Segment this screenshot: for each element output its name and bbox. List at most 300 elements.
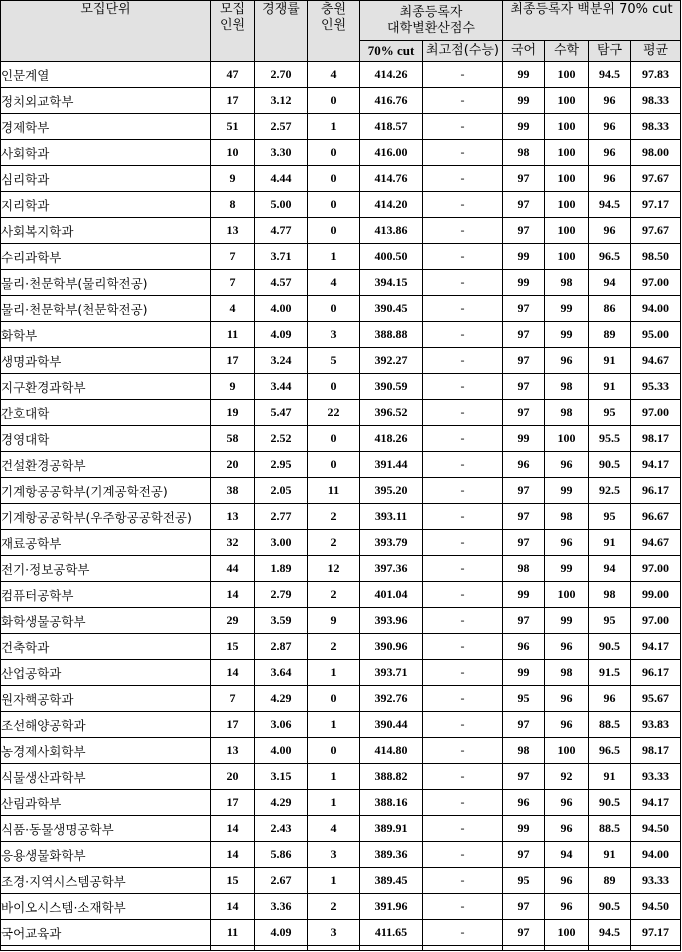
top-score-cell: -: [423, 712, 503, 738]
cut70-cell: 390.59: [360, 374, 423, 400]
average-cell: 94.50: [631, 816, 681, 842]
average-cell: 94.17: [631, 790, 681, 816]
inquiry-cell: 92.5: [589, 478, 631, 504]
cut70-cell: 418.26: [360, 426, 423, 452]
quota-cell: 17: [211, 712, 255, 738]
table-row: [1, 504, 681, 530]
competition-cell: 3.36: [255, 894, 308, 920]
unit-cell: 조경·지역시스템공학부: [1, 868, 211, 894]
competition-cell: 3.24: [255, 348, 308, 374]
top-score-cell: -: [423, 764, 503, 790]
extra-cell: 22: [308, 400, 360, 426]
top-score-cell: -: [423, 192, 503, 218]
korean-cell: 97: [503, 166, 545, 192]
top-score-cell: -: [423, 738, 503, 764]
quota-cell: 17: [211, 88, 255, 114]
unit-cell: 기계항공공학부(기계공학전공): [1, 478, 211, 504]
quota-cell: 14: [211, 894, 255, 920]
unit-cell: 조선해양공학과: [1, 712, 211, 738]
competition-cell: 3.64: [255, 660, 308, 686]
unit-cell: 응용생물화학부: [1, 842, 211, 868]
inquiry-cell: 89: [589, 322, 631, 348]
competition-cell: 3.00: [255, 530, 308, 556]
unit-cell: 농경제사회학부: [1, 738, 211, 764]
unit-cell: 건설환경공학부: [1, 452, 211, 478]
average-cell: 93.33: [631, 868, 681, 894]
math-cell: 100: [545, 192, 589, 218]
korean-cell: 97: [503, 920, 545, 946]
inquiry-cell: 90.5: [589, 790, 631, 816]
average-cell: 97.00: [631, 400, 681, 426]
extra-cell: 2: [308, 582, 360, 608]
competition-cell: 2.77: [255, 504, 308, 530]
quota-cell: 8: [211, 192, 255, 218]
math-cell: 99: [545, 296, 589, 322]
korean-cell: 99: [503, 244, 545, 270]
top-score-cell: -: [423, 868, 503, 894]
cut70-cell: 391.96: [360, 894, 423, 920]
top-score-cell: -: [423, 920, 503, 946]
inquiry-cell: 86: [589, 296, 631, 322]
math-cell: 98: [545, 270, 589, 296]
inquiry-cell: 94.5: [589, 920, 631, 946]
average-cell: 97.17: [631, 920, 681, 946]
top-score-cell: -: [423, 218, 503, 244]
average-cell: 97.83: [631, 62, 681, 88]
quota-cell: 19: [211, 400, 255, 426]
header-extra: 충원 인원: [308, 1, 360, 62]
math-cell: 96: [545, 348, 589, 374]
average-cell: 95.33: [631, 374, 681, 400]
header-top-score: 최고점(수능): [423, 41, 503, 62]
quota-cell: 44: [211, 556, 255, 582]
average-cell: 98.00: [631, 140, 681, 166]
table-row: [1, 114, 681, 140]
table-row: [1, 296, 681, 322]
competition-cell: 4.44: [255, 166, 308, 192]
korean-cell: 97: [503, 530, 545, 556]
extra-cell: 0: [308, 452, 360, 478]
header-final-score-group: 최종등록자 대학별환산점수: [360, 1, 503, 41]
table-row: [1, 348, 681, 374]
table-row: [1, 452, 681, 478]
top-score-cell: -: [423, 608, 503, 634]
inquiry-cell: 95.5: [589, 426, 631, 452]
korean-cell: 99: [503, 88, 545, 114]
top-score-cell: -: [423, 634, 503, 660]
header-competition: 경쟁률: [255, 1, 308, 62]
korean-cell: 97: [503, 894, 545, 920]
empty-cell: [631, 946, 681, 951]
korean-cell: 97: [503, 296, 545, 322]
inquiry-cell: 90.5: [589, 894, 631, 920]
math-cell: 96: [545, 790, 589, 816]
top-score-cell: -: [423, 842, 503, 868]
math-cell: 96: [545, 816, 589, 842]
math-cell: 96: [545, 686, 589, 712]
cut70-cell: 418.57: [360, 114, 423, 140]
korean-cell: 99: [503, 816, 545, 842]
empty-cell: [589, 946, 631, 951]
cut70-cell: 389.91: [360, 816, 423, 842]
average-cell: 97.17: [631, 192, 681, 218]
cut70-cell: 416.76: [360, 88, 423, 114]
unit-cell: 산업공학과: [1, 660, 211, 686]
empty-cell: [360, 946, 423, 951]
top-score-cell: -: [423, 244, 503, 270]
table-row: [1, 634, 681, 660]
average-cell: 95.67: [631, 686, 681, 712]
top-score-cell: -: [423, 530, 503, 556]
quota-cell: 14: [211, 842, 255, 868]
math-cell: 99: [545, 478, 589, 504]
math-cell: 96: [545, 634, 589, 660]
extra-cell: 0: [308, 426, 360, 452]
table-row: [1, 88, 681, 114]
korean-cell: 97: [503, 348, 545, 374]
table-row: [1, 62, 681, 88]
top-score-cell: -: [423, 660, 503, 686]
competition-cell: 4.09: [255, 322, 308, 348]
quota-cell: 7: [211, 686, 255, 712]
header-korean: 국어: [503, 41, 545, 62]
korean-cell: 99: [503, 582, 545, 608]
top-score-cell: -: [423, 88, 503, 114]
average-cell: 97.00: [631, 556, 681, 582]
korean-cell: 95: [503, 686, 545, 712]
extra-cell: 2: [308, 504, 360, 530]
extra-cell: 2: [308, 530, 360, 556]
competition-cell: 2.43: [255, 816, 308, 842]
header-final-percentile-group: 최종등록자 백분위 70% cut: [503, 1, 681, 41]
quota-cell: 15: [211, 634, 255, 660]
korean-cell: 98: [503, 140, 545, 166]
unit-cell: 지리학과: [1, 192, 211, 218]
competition-cell: 1.89: [255, 556, 308, 582]
competition-cell: 4.29: [255, 790, 308, 816]
competition-cell: 5.47: [255, 400, 308, 426]
inquiry-cell: 96.5: [589, 738, 631, 764]
unit-cell: 물리·천문학부(물리학전공): [1, 270, 211, 296]
math-cell: 98: [545, 660, 589, 686]
top-score-cell: -: [423, 166, 503, 192]
math-cell: 100: [545, 738, 589, 764]
top-score-cell: -: [423, 582, 503, 608]
top-score-cell: -: [423, 556, 503, 582]
extra-cell: 5: [308, 348, 360, 374]
table-row: [1, 244, 681, 270]
cut70-cell: 414.20: [360, 192, 423, 218]
cut70-cell: 393.96: [360, 608, 423, 634]
extra-cell: 0: [308, 166, 360, 192]
top-score-cell: -: [423, 114, 503, 140]
average-cell: 94.17: [631, 634, 681, 660]
competition-cell: 4.00: [255, 296, 308, 322]
math-cell: 100: [545, 426, 589, 452]
empty-cell: [1, 946, 211, 951]
top-score-cell: -: [423, 62, 503, 88]
table-row: [1, 816, 681, 842]
cut70-cell: 396.52: [360, 400, 423, 426]
cut70-cell: 392.76: [360, 686, 423, 712]
inquiry-cell: 91: [589, 530, 631, 556]
math-cell: 96: [545, 452, 589, 478]
extra-cell: 0: [308, 296, 360, 322]
unit-cell: 지구환경과학부: [1, 374, 211, 400]
competition-cell: 5.00: [255, 192, 308, 218]
math-cell: 100: [545, 88, 589, 114]
top-score-cell: -: [423, 894, 503, 920]
math-cell: 96: [545, 712, 589, 738]
table-row: [1, 686, 681, 712]
korean-cell: 96: [503, 452, 545, 478]
unit-cell: 컴퓨터공학부: [1, 582, 211, 608]
extra-cell: 0: [308, 88, 360, 114]
competition-cell: 3.30: [255, 140, 308, 166]
extra-cell: 12: [308, 556, 360, 582]
inquiry-cell: 94.5: [589, 192, 631, 218]
unit-cell: 물리·천문학부(천문학전공): [1, 296, 211, 322]
math-cell: 100: [545, 582, 589, 608]
unit-cell: 국어교육과: [1, 920, 211, 946]
unit-cell: 식품·동물생명공학부: [1, 816, 211, 842]
extra-cell: 2: [308, 634, 360, 660]
extra-cell: 0: [308, 218, 360, 244]
quota-cell: 9: [211, 166, 255, 192]
inquiry-cell: 94: [589, 270, 631, 296]
unit-cell: 간호대학: [1, 400, 211, 426]
korean-cell: 97: [503, 608, 545, 634]
math-cell: 92: [545, 764, 589, 790]
unit-cell: 수리과학부: [1, 244, 211, 270]
competition-cell: 3.12: [255, 88, 308, 114]
average-cell: 95.00: [631, 322, 681, 348]
table-row: [1, 166, 681, 192]
math-cell: 98: [545, 400, 589, 426]
korean-cell: 97: [503, 218, 545, 244]
top-score-cell: -: [423, 140, 503, 166]
top-score-cell: -: [423, 322, 503, 348]
quota-cell: 32: [211, 530, 255, 556]
extra-cell: 0: [308, 686, 360, 712]
cut70-cell: 393.11: [360, 504, 423, 530]
competition-cell: 4.29: [255, 686, 308, 712]
extra-cell: 0: [308, 738, 360, 764]
inquiry-cell: 89: [589, 868, 631, 894]
competition-cell: 4.77: [255, 218, 308, 244]
cut70-cell: 388.88: [360, 322, 423, 348]
quota-cell: 13: [211, 218, 255, 244]
header-quota: 모집 인원: [211, 1, 255, 62]
korean-cell: 97: [503, 374, 545, 400]
unit-cell: 정치외교학부: [1, 88, 211, 114]
table-row: [1, 322, 681, 348]
top-score-cell: -: [423, 686, 503, 712]
math-cell: 100: [545, 62, 589, 88]
table-row: [1, 790, 681, 816]
quota-cell: 58: [211, 426, 255, 452]
quota-cell: 11: [211, 322, 255, 348]
extra-cell: 4: [308, 270, 360, 296]
quota-cell: 13: [211, 738, 255, 764]
extra-cell: 11: [308, 478, 360, 504]
korean-cell: 99: [503, 114, 545, 140]
average-cell: 94.00: [631, 842, 681, 868]
table-row: [1, 530, 681, 556]
cut70-cell: 393.79: [360, 530, 423, 556]
inquiry-cell: 91: [589, 842, 631, 868]
math-cell: 100: [545, 114, 589, 140]
korean-cell: 98: [503, 556, 545, 582]
cut70-cell: 395.20: [360, 478, 423, 504]
inquiry-cell: 96: [589, 88, 631, 114]
header-cut70: 70% cut: [360, 41, 423, 62]
inquiry-cell: 96: [589, 166, 631, 192]
korean-cell: 99: [503, 660, 545, 686]
extra-cell: 1: [308, 660, 360, 686]
empty-cell: [308, 946, 360, 951]
top-score-cell: -: [423, 504, 503, 530]
top-score-cell: -: [423, 452, 503, 478]
top-score-cell: -: [423, 478, 503, 504]
extra-cell: 4: [308, 62, 360, 88]
average-cell: 98.17: [631, 426, 681, 452]
math-cell: 100: [545, 244, 589, 270]
math-cell: 100: [545, 920, 589, 946]
inquiry-cell: 91.5: [589, 660, 631, 686]
competition-cell: 2.79: [255, 582, 308, 608]
unit-cell: 경영대학: [1, 426, 211, 452]
quota-cell: 14: [211, 582, 255, 608]
competition-cell: 3.59: [255, 608, 308, 634]
unit-cell: 인문계열: [1, 62, 211, 88]
empty-cell: [545, 946, 589, 951]
average-cell: 96.67: [631, 504, 681, 530]
inquiry-cell: 90.5: [589, 452, 631, 478]
math-cell: 96: [545, 530, 589, 556]
korean-cell: 97: [503, 504, 545, 530]
average-cell: 96.17: [631, 478, 681, 504]
quota-cell: 10: [211, 140, 255, 166]
extra-cell: 0: [308, 140, 360, 166]
korean-cell: 97: [503, 764, 545, 790]
unit-cell: 생명과학부: [1, 348, 211, 374]
cut70-cell: 392.27: [360, 348, 423, 374]
math-cell: 96: [545, 894, 589, 920]
average-cell: 98.50: [631, 244, 681, 270]
quota-cell: 51: [211, 114, 255, 140]
quota-cell: 17: [211, 790, 255, 816]
average-cell: 98.33: [631, 114, 681, 140]
inquiry-cell: 88.5: [589, 816, 631, 842]
top-score-cell: -: [423, 400, 503, 426]
extra-cell: 4: [308, 816, 360, 842]
cut70-cell: 388.82: [360, 764, 423, 790]
math-cell: 99: [545, 556, 589, 582]
competition-cell: 2.67: [255, 868, 308, 894]
empty-cell: [503, 946, 545, 951]
average-cell: 97.00: [631, 270, 681, 296]
math-cell: 94: [545, 842, 589, 868]
quota-cell: 38: [211, 478, 255, 504]
unit-cell: 산림과학부: [1, 790, 211, 816]
competition-cell: 4.57: [255, 270, 308, 296]
extra-cell: 1: [308, 114, 360, 140]
quota-cell: 13: [211, 504, 255, 530]
extra-cell: 1: [308, 868, 360, 894]
quota-cell: 4: [211, 296, 255, 322]
extra-cell: 3: [308, 920, 360, 946]
quota-cell: 15: [211, 868, 255, 894]
unit-cell: 경제학부: [1, 114, 211, 140]
quota-cell: 29: [211, 608, 255, 634]
cut70-cell: 389.36: [360, 842, 423, 868]
table-row: [1, 712, 681, 738]
cut70-cell: 414.80: [360, 738, 423, 764]
extra-cell: 3: [308, 842, 360, 868]
cut70-cell: 400.50: [360, 244, 423, 270]
table-row-blank: [1, 946, 681, 951]
cut70-cell: 401.04: [360, 582, 423, 608]
average-cell: 94.50: [631, 894, 681, 920]
quota-cell: 9: [211, 374, 255, 400]
inquiry-cell: 91: [589, 348, 631, 374]
unit-cell: 심리학과: [1, 166, 211, 192]
competition-cell: 2.57: [255, 114, 308, 140]
extra-cell: 2: [308, 894, 360, 920]
quota-cell: 20: [211, 452, 255, 478]
inquiry-cell: 88.5: [589, 712, 631, 738]
competition-cell: 4.09: [255, 920, 308, 946]
competition-cell: 2.05: [255, 478, 308, 504]
math-cell: 98: [545, 374, 589, 400]
top-score-cell: -: [423, 790, 503, 816]
inquiry-cell: 96: [589, 686, 631, 712]
unit-cell: 화학생물공학부: [1, 608, 211, 634]
table-row: [1, 608, 681, 634]
cut70-cell: 394.15: [360, 270, 423, 296]
quota-cell: 7: [211, 244, 255, 270]
competition-cell: 5.86: [255, 842, 308, 868]
header-math: 수학: [545, 41, 589, 62]
quota-cell: 14: [211, 660, 255, 686]
unit-cell: 화학부: [1, 322, 211, 348]
cut70-cell: 390.45: [360, 296, 423, 322]
extra-cell: 1: [308, 244, 360, 270]
math-cell: 99: [545, 608, 589, 634]
average-cell: 97.67: [631, 166, 681, 192]
quota-cell: 17: [211, 348, 255, 374]
extra-cell: 1: [308, 712, 360, 738]
cut70-cell: 397.36: [360, 556, 423, 582]
average-cell: 98.33: [631, 88, 681, 114]
table-row: [1, 738, 681, 764]
header-unit: 모집단위: [1, 1, 211, 62]
table-row: [1, 270, 681, 296]
average-cell: 93.33: [631, 764, 681, 790]
inquiry-cell: 94: [589, 556, 631, 582]
average-cell: 94.17: [631, 452, 681, 478]
competition-cell: 2.95: [255, 452, 308, 478]
math-cell: 96: [545, 868, 589, 894]
unit-cell: 바이오시스템·소재학부: [1, 894, 211, 920]
top-score-cell: -: [423, 426, 503, 452]
korean-cell: 97: [503, 400, 545, 426]
inquiry-cell: 91: [589, 374, 631, 400]
empty-cell: [423, 946, 503, 951]
unit-cell: 재료공학부: [1, 530, 211, 556]
competition-cell: 3.06: [255, 712, 308, 738]
